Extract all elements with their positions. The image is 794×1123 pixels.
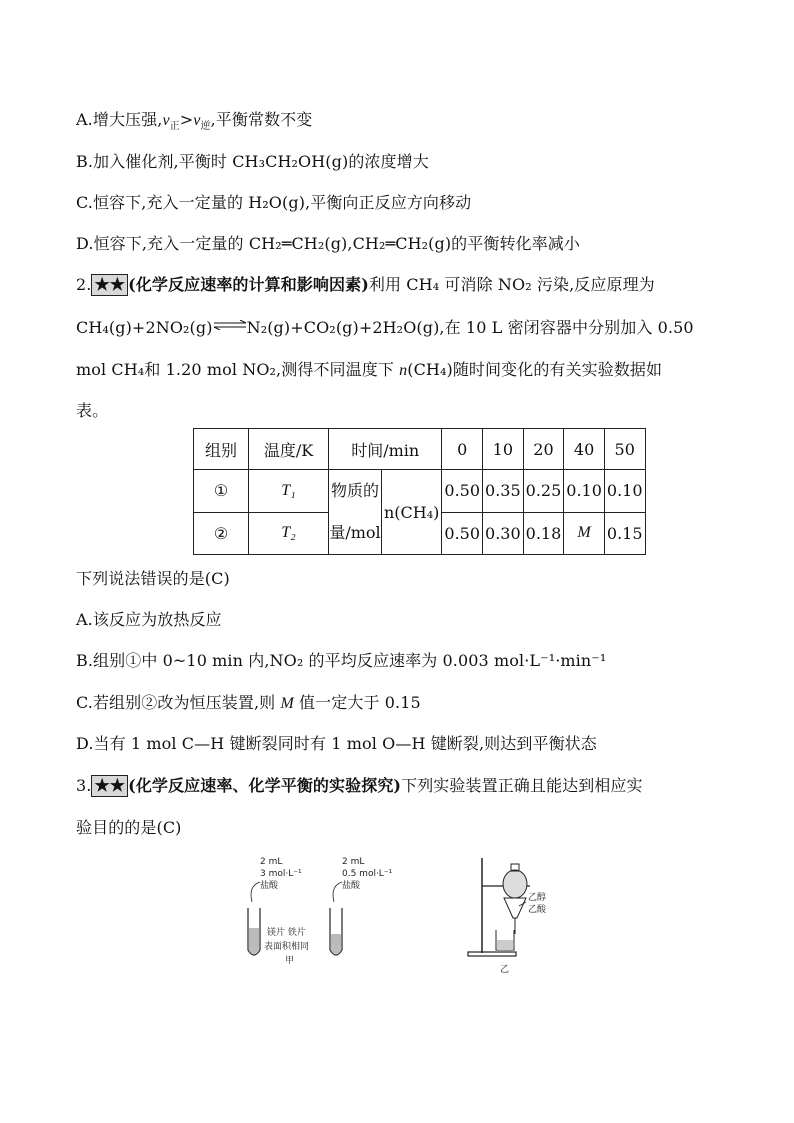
svg-text:甲: 甲: [285, 956, 295, 966]
q2-option-d: D.当有 1 mol C—H 键断裂同时有 1 mol O—H 键断裂,则达到平衡状态: [76, 734, 597, 753]
separatory-funnel-apparatus-icon: [468, 858, 530, 956]
q2-option-b: B.组别①中 0~10 min 内,NO₂ 的平均反应速率为 0.003 mol·L⁻¹·min⁻¹: [76, 651, 607, 670]
q2-stem-line3: mol CH₄和 1.20 mol NO₂,测得不同温度下 n(CH₄)随时间变化的有关实验数据如: [76, 360, 663, 379]
svg-text:乙: 乙: [500, 965, 510, 975]
table-header-row: [194, 429, 646, 470]
apparatus-figure: [230, 850, 570, 980]
table-cell: 0.10: [564, 470, 605, 513]
table-header: 40: [564, 429, 605, 470]
table-cell: M: [564, 512, 605, 555]
svg-text:盐酸: 盐酸: [342, 881, 361, 891]
q2-equation-line: CH₄(g)+2NO₂(g) N₂(g)+CO₂(g)+2H₂O(g),在 10 L 密闭容器中分别加入 0.50: [76, 318, 694, 337]
table-cell: 0.15: [604, 512, 645, 555]
table-cell-quantity: 物质的 量/mol: [329, 470, 382, 555]
q2-option-a: A.该反应为放热反应: [76, 610, 222, 629]
difficulty-stars: ★★: [91, 274, 128, 296]
table-cell: 0.10: [604, 470, 645, 513]
q3-topic: (化学反应速率、化学平衡的实验探究): [128, 776, 402, 795]
table-cell-group: ②: [194, 512, 249, 555]
data-table: [193, 428, 646, 555]
table-cell-group: ①: [194, 470, 249, 513]
q2-topic: (化学反应速率的计算和影响因素): [128, 275, 369, 294]
q1-option-c: C.恒容下,充入一定量的 H₂O(g),平衡向正反应方向移动: [76, 193, 472, 212]
svg-text:2 mL: 2 mL: [342, 857, 365, 867]
svg-text:0.5 mol·L⁻¹: 0.5 mol·L⁻¹: [342, 869, 393, 879]
q2-question: 下列说法错误的是(C): [76, 569, 230, 588]
table-cell: 0.18: [523, 512, 564, 555]
table-header: 50: [604, 429, 645, 470]
q1-option-a: A.增大压强$,v_正>v_逆$,平衡常数不变: [76, 110, 313, 133]
test-tube-icon: [248, 908, 260, 955]
table-header: 时间/min: [329, 429, 442, 470]
table-cell-symbol: n(CH₄): [382, 470, 442, 555]
table-cell: 0.50: [442, 470, 483, 513]
table-header: 0: [442, 429, 483, 470]
q1-option-d: D.恒容下,充入一定量的 CH₂═CH₂(g),CH₂═CH₂(g)的平衡转化率减小: [76, 234, 580, 253]
table-cell-temp: T₂: [249, 512, 329, 555]
q2-stem-line1: 2. ★★ (化学反应速率的计算和影响因素)利用 CH₄ 可消除 NO₂ 污染,反应原理为: [76, 275, 655, 295]
table-cell: 0.25: [523, 470, 564, 513]
test-tube-icon: [330, 908, 342, 955]
svg-text:盐酸: 盐酸: [260, 881, 279, 891]
table-cell: 0.35: [483, 470, 524, 513]
table-header: 组别: [194, 429, 249, 470]
table-header: 10: [483, 429, 524, 470]
table-header: 20: [523, 429, 564, 470]
difficulty-stars: ★★: [91, 775, 128, 797]
table-cell: 0.50: [442, 512, 483, 555]
svg-text:3 mol·L⁻¹: 3 mol·L⁻¹: [260, 869, 302, 879]
svg-text:乙醇: 乙醇: [528, 893, 547, 903]
q1-option-b: B.加入催化剂,平衡时 CH₃CH₂OH(g)的浓度增大: [76, 152, 429, 171]
q3-stem-line1: 3. ★★ (化学反应速率、化学平衡的实验探究)下列实验装置正确且能达到相应实: [76, 776, 643, 796]
svg-text:表面积相同: 表面积相同: [264, 942, 310, 952]
svg-text:镁片 铁片: 镁片 铁片: [267, 928, 306, 938]
q3-stem-line2: 验目的的是(C): [76, 818, 182, 837]
equilibrium-arrow-icon: [213, 320, 247, 330]
table-header: 温度/K: [249, 429, 329, 470]
svg-text:2 mL: 2 mL: [260, 857, 283, 867]
svg-text:乙酸: 乙酸: [528, 905, 547, 915]
table-row: [194, 470, 646, 513]
table-cell-temp: T₁: [249, 470, 329, 513]
q2-option-c: C.若组别②改为恒压装置,则 M 值一定大于 0.15: [76, 693, 421, 712]
table-cell: 0.30: [483, 512, 524, 555]
q2-stem-line4: 表。: [76, 401, 109, 420]
